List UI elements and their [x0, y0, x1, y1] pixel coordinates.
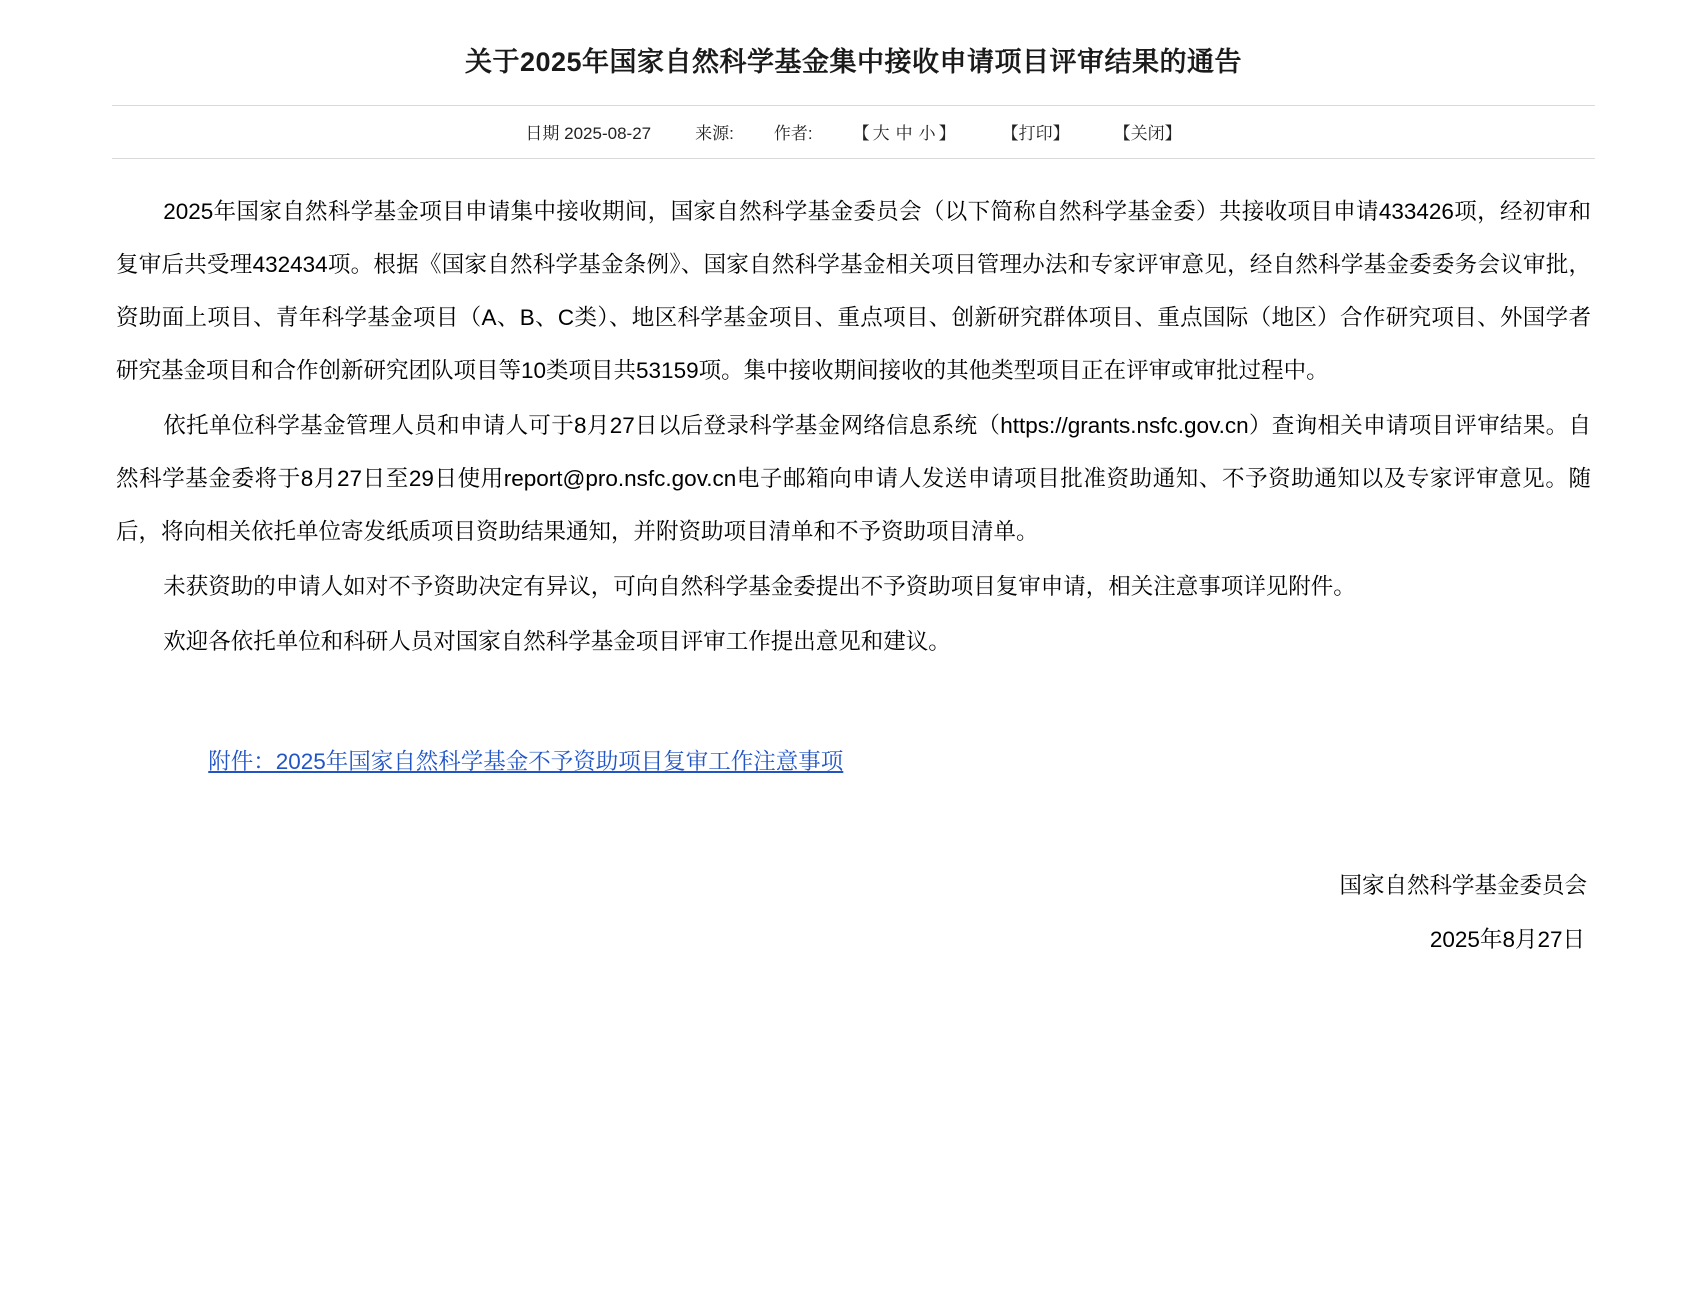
font-size-small-button[interactable]: 小 [918, 124, 936, 144]
close-button[interactable]: 【关闭】 [1113, 124, 1182, 144]
paragraph: 2025年国家自然科学基金项目申请集中接收期间，国家自然科学基金委员会（以下简称自然科学基金委）共接收项目申请433426项，经初审和复审后共受理432434项。根据《国家自然科学基金条例》、国家自然科学基金相关项目管理办法和专家评审意见，经自然科学基金委委务会议审批，资助面上项目、青年科学基金项目（A、B、C类）、地区科学基金项目、重点项目、创新研究群体项目、重点国际（地区）合作研究项目、外国学者研究基金项目和合作创新研究团队项目等10类项目共53159项。集中接收期间接收的其他类型项目正在评审或审批过程中。 [116, 198, 1591, 383]
bracket-close: 】 [938, 124, 956, 144]
font-size-large-button[interactable]: 大 [872, 124, 890, 144]
signature-block [0, 859, 1587, 967]
author-label: 作者: [773, 124, 813, 144]
meta-bar [112, 105, 1595, 159]
publish-date: 日期 2025-08-27 [525, 124, 652, 144]
paragraph: 未获资助的申请人如对不予资助决定有异议，可向自然科学基金委提出不予资助项目复审申请，相关注意事项详见附件。 [163, 574, 1356, 600]
font-size-medium-button[interactable]: 中 [895, 124, 913, 144]
paragraph: 欢迎各依托单位和科研人员对国家自然科学基金项目评审工作提出意见和建议。 [163, 629, 951, 655]
source-label: 来源: [695, 124, 734, 144]
signature-date: 2025年8月27日 [1429, 926, 1585, 952]
print-button[interactable]: 【打印】 [1001, 124, 1070, 144]
attachment-link[interactable]: 附件：2025年国家自然科学基金不予资助项目复审工作注意事项 [208, 749, 844, 775]
document-page [0, 18, 1707, 1302]
document-body [116, 185, 1591, 669]
attachment-section [116, 742, 1591, 783]
paragraph: 依托单位科学基金管理人员和申请人可于8月27日以后登录科学基金网络信息系统（https://grants.nsfc.gov.cn）查询相关申请项目评审结果。自然科学基金委将于8月27日至29日使用report@pro.nsfc.gov.cn电子邮箱向申请人发送申请项目批准资助通知、不予资助通知以及专家评审意见。随后，将向相关依托单位寄发纸质项目资助结果通知，并附资助项目清单和不予资助项目清单。 [116, 412, 1591, 545]
meta-row [112, 106, 1595, 158]
font-size-controls [853, 119, 956, 144]
signature-organization: 国家自然科学基金委员会 [1339, 872, 1587, 898]
bracket-open: 【 [852, 124, 870, 144]
page-title: 关于2025年国家自然科学基金集中接收申请项目评审结果的通告 [464, 47, 1243, 78]
